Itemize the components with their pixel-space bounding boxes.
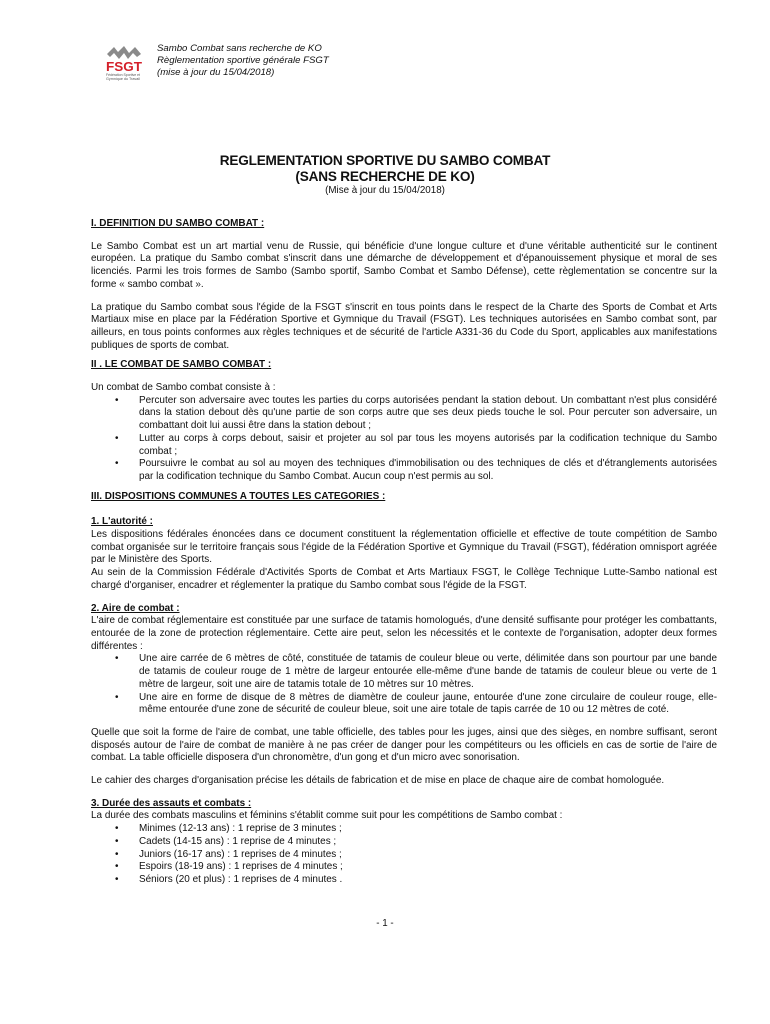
paragraph: La durée des combats masculins et féminins s'établit comme suit pour les compétitions de Sambo combat : bbox=[91, 810, 563, 822]
subsection-heading: 1. L'autorité : bbox=[91, 516, 153, 528]
section-heading: I. DEFINITION DU SAMBO COMBAT : bbox=[91, 218, 265, 229]
page-number: - 1 - bbox=[376, 918, 394, 929]
list-item: • Une aire en forme de disque de 8 mètres de diamètre de couleur jaune, entourée d'une zone circulaire de couleur rouge, elle-même entourée d'une zone de sécurité de couleur bleue, soit une aire totale de tapis carrée de 10 ou 12 mètres de coté. bbox=[91, 692, 717, 717]
bullet-list bbox=[91, 823, 717, 887]
paragraph: Quelle que soit la forme de l'aire de combat, une table officielle, des tables pour les juges, ainsi que des sièges, en nombre suffisant, seront disposés autour de l'aire de combat de manière à ne pas créer de danger pour les compétiteurs ou les officiels en cas de sortie de l'aire de combat. La table officielle disposera d'un chronomètre, d'un gong et d'un micro avec sonorisation. bbox=[91, 726, 717, 764]
paragraph: L'aire de combat réglementaire est constituée par une surface de tatamis homologués, d'une densité suffisante pour protéger les combattants, entourée de la zone de protection réglementaire. Cette aire peut, selon les nécessités et le contexte de l'organisation, adopter deux formes différentes : bbox=[91, 615, 717, 652]
document-title: REGLEMENTATION SPORTIVE DU SAMBO COMBAT bbox=[219, 153, 551, 168]
logo-text: FSGT bbox=[106, 60, 143, 74]
paragraph: Un combat de Sambo combat consiste à : bbox=[91, 382, 276, 394]
document-body bbox=[91, 218, 717, 887]
bullet-list bbox=[91, 653, 717, 717]
section-heading: II . LE COMBAT DE SAMBO COMBAT : bbox=[91, 359, 272, 371]
list-item: • Juniors (16-17 ans) : 1 reprises de 4 minutes ; bbox=[91, 849, 717, 862]
list-item: • Poursuivre le combat au sol au moyen des techniques d'immobilisation ou des techniques de clés et d'étranglements autorisées par la codification technique du Sambo Combat. Aucun coup n'est permis au sol. bbox=[91, 458, 717, 483]
subsection-heading: 3. Durée des assauts et combats : bbox=[91, 797, 252, 809]
list-item: • Espoirs (18-19 ans) : 1 reprises de 4 minutes ; bbox=[91, 861, 717, 874]
running-header bbox=[157, 43, 329, 80]
document-subtitle: (Mise à jour du 15/04/2018) bbox=[325, 185, 445, 196]
header-line: (mise à jour du 15/04/2018) bbox=[157, 67, 275, 79]
subsection-heading: 2. Aire de combat : bbox=[91, 602, 180, 614]
bullet-list bbox=[91, 395, 717, 484]
paragraph: Le Sambo Combat est un art martial venu de Russie, qui bénéficie d'une longue culture et d'une véritable authenticité sur le continent européen. La pratique du Sambo combat s'inscrit dans une démarche de développement et d'épanouissement physique et moral de ses licenciés. Parmi les trois formes de Sambo (Sambo sportif, Sambo Combat et Sambo Défense), cette règlementation se concentre sur la forme « sambo combat ». bbox=[91, 240, 717, 290]
svg-text:Fédération Sportive et: Fédération Sportive et bbox=[106, 73, 141, 77]
header-line: Règlementation sportive générale FSGT bbox=[157, 55, 329, 67]
list-item: • Percuter son adversaire avec toutes les parties du corps autorisées pendant la station debout. Un combattant n'est plus considéré dans la station debout dès qu'une partie de son corps autre que ses deux pieds touche le sol. Pour percuter son adversaire, un combattant doit lui aussi être dans la station debout ; bbox=[91, 395, 717, 433]
list-item: • Lutter au corps à corps debout, saisir et projeter au sol par tous les moyens autorisés par la codification technique du Sambo combat ; bbox=[91, 433, 717, 458]
svg-text:Gymnique du Travail: Gymnique du Travail bbox=[106, 77, 141, 81]
header-line: Sambo Combat sans recherche de KO bbox=[157, 43, 322, 54]
list-item: • Minimes (12-13 ans) : 1 reprise de 3 minutes ; bbox=[91, 823, 717, 836]
fsgt-logo-icon bbox=[104, 44, 144, 84]
document-title-line2: (SANS RECHERCHE DE KO) bbox=[295, 169, 475, 184]
section-heading: III. DISPOSITIONS COMMUNES A TOUTES LES CATEGORIES : bbox=[91, 490, 386, 502]
paragraph: Le cahier des charges d'organisation précise les détails de fabrication et de mise en place de chaque aire de combat homologuée. bbox=[91, 775, 665, 787]
paragraph: Au sein de la Commission Fédérale d'Activités Sports de Combat et Arts Martiaux FSGT, le Collège Technique Lutte-Sambo national est chargé d'organiser, encadrer et réglementer la pratique du Sambo combat sous l'égide de la FSGT. bbox=[91, 567, 717, 591]
list-item: • Une aire carrée de 6 mètres de côté, constituée de tatamis de couleur bleue ou verte, délimitée dans son pourtour par une bande de tatamis de couleur rouge de 1 mètre de largeur entourée elle-même d'une bande de tatamis de couleur bleue ou verte de 1 mètre de largeur, soit une aire de tatamis totale de 10 mètres sur 10 mètres. bbox=[91, 653, 717, 691]
paragraph: La pratique du Sambo combat sous l'égide de la FSGT s'inscrit en tous points dans le respect de la Charte des Sports de Combat et Arts Martiaux mise en place par la Fédération Sportive et Gymnique du Travail (FSGT). Les techniques autorisées en Sambo combat sont, par ailleurs, en tous points conformes aux règles techniques et de sécurité de l'article A331-36 du Code du Sport, applicables aux manifestations publiques de sports de combat. bbox=[91, 301, 717, 351]
list-item: • Séniors (20 et plus) : 1 reprises de 4 minutes . bbox=[91, 874, 717, 887]
paragraph: Les dispositions fédérales énoncées dans ce document constituent la réglementation officielle et effective de toute compétition de Sambo combat organisée sur le territoire français sous l'égide de la Fédération Sportive et Gymnique du Travail (FSGT), fédération omnisport agréée par le Ministère des Sports. bbox=[91, 529, 717, 566]
list-item: • Cadets (14-15 ans) : 1 reprise de 4 minutes ; bbox=[91, 836, 717, 849]
